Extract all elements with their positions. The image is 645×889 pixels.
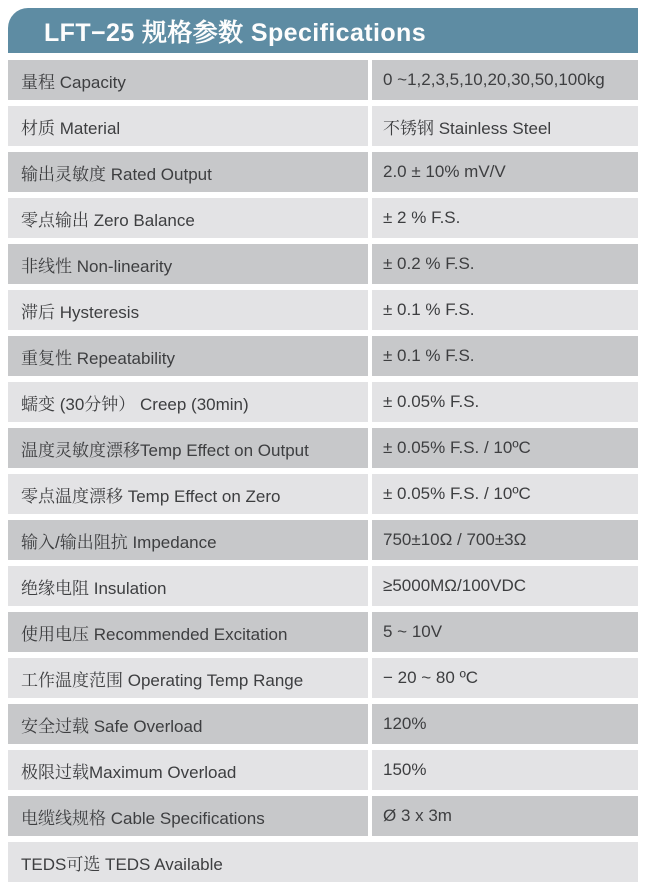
table-row [8, 474, 638, 514]
spec-value: ± 0.05% F.S. / 10ºC [372, 474, 638, 514]
spec-label: 输入/输出阻抗 Impedance [8, 520, 368, 560]
spec-label: 量程 Capacity [8, 60, 368, 100]
table-row [8, 290, 638, 330]
table-row [8, 198, 638, 238]
spec-value: 5 ~ 10V [372, 612, 638, 652]
spec-label: 工作温度范围 Operating Temp Range [8, 658, 368, 698]
table-row [8, 796, 638, 836]
page-title: LFT−25 规格参数 Specifications [44, 18, 427, 47]
table-row [8, 60, 638, 100]
table-row [8, 336, 638, 376]
table-row [8, 750, 638, 790]
spec-value: 2.0 ± 10% mV/V [372, 152, 638, 192]
spec-label: TEDS可选 TEDS Available [8, 842, 638, 882]
table-row [8, 612, 638, 652]
spec-table [8, 60, 638, 882]
spec-value: 不锈钢 Stainless Steel [372, 106, 638, 146]
spec-header [8, 8, 638, 53]
spec-label: 重复性 Repeatability [8, 336, 368, 376]
spec-value: 150% [372, 750, 638, 790]
table-row [8, 704, 638, 744]
spec-value: ± 0.05% F.S. / 10ºC [372, 428, 638, 468]
spec-label: 零点输出 Zero Balance [8, 198, 368, 238]
table-row [8, 842, 638, 882]
spec-label: 绝缘电阻 Insulation [8, 566, 368, 606]
spec-value: Ø 3 x 3m [372, 796, 638, 836]
spec-value: 750±10Ω / 700±3Ω [372, 520, 638, 560]
spec-value: ± 0.1 % F.S. [372, 290, 638, 330]
spec-sheet [8, 8, 638, 888]
table-row [8, 106, 638, 146]
table-row [8, 382, 638, 422]
spec-label: 材质 Material [8, 106, 368, 146]
spec-label: 极限过载Maximum Overload [8, 750, 368, 790]
table-row [8, 428, 638, 468]
spec-label: 非线性 Non-linearity [8, 244, 368, 284]
spec-label: 输出灵敏度 Rated Output [8, 152, 368, 192]
table-row [8, 152, 638, 192]
table-row [8, 244, 638, 284]
spec-value: ± 2 % F.S. [372, 198, 638, 238]
spec-value: ± 0.2 % F.S. [372, 244, 638, 284]
spec-value: − 20 ~ 80 ºC [372, 658, 638, 698]
spec-label: 安全过载 Safe Overload [8, 704, 368, 744]
table-row [8, 566, 638, 606]
spec-label: 滞后 Hysteresis [8, 290, 368, 330]
spec-label: 蠕变 (30分钟） Creep (30min) [8, 382, 368, 422]
spec-label: 使用电压 Recommended Excitation [8, 612, 368, 652]
table-row [8, 520, 638, 560]
spec-value: 120% [372, 704, 638, 744]
table-row [8, 658, 638, 698]
spec-value: ≥5000MΩ/100VDC [372, 566, 638, 606]
spec-value: ± 0.05% F.S. [372, 382, 638, 422]
spec-value: ± 0.1 % F.S. [372, 336, 638, 376]
spec-label: 零点温度漂移 Temp Effect on Zero [8, 474, 368, 514]
spec-label: 电缆线规格 Cable Specifications [8, 796, 368, 836]
spec-label: 温度灵敏度漂移Temp Effect on Output [8, 428, 368, 468]
spec-value: 0 ~1,2,3,5,10,20,30,50,100kg [372, 60, 638, 100]
